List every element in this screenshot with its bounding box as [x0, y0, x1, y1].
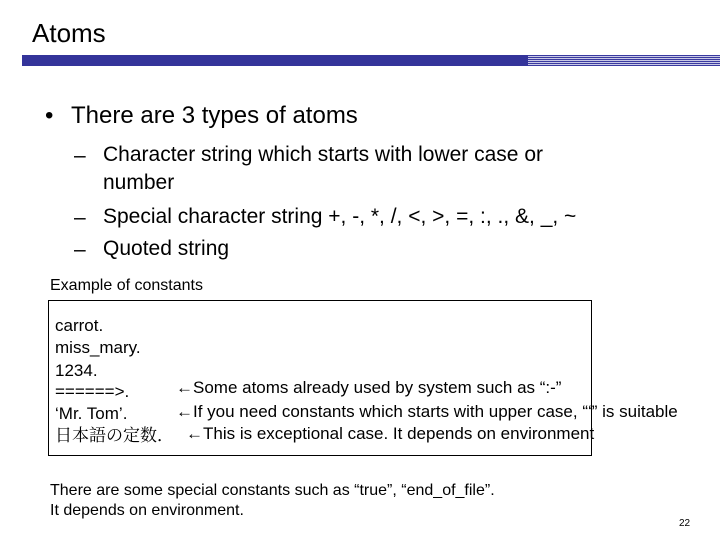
dash-marker: –	[74, 144, 86, 167]
note-upper-case: ←If you need constants which starts with upper case, “‘” is suitable	[176, 402, 678, 421]
dash-marker: –	[74, 238, 86, 261]
code-line: ======>.	[55, 382, 130, 401]
code-line: 日本語の定数．	[55, 426, 174, 445]
slide-title: Atoms	[32, 18, 106, 48]
footer-text: It depends on environment.	[50, 502, 244, 519]
sub-item-character-string: Character string which starts with lower case or	[103, 143, 543, 166]
code-line: 1234.	[55, 361, 98, 380]
sub-item-quoted-string: Quoted string	[103, 237, 230, 260]
dash-marker: –	[74, 206, 86, 229]
page-number: 22	[679, 518, 691, 529]
title-underline-hatch	[528, 55, 720, 66]
code-line: carrot.	[55, 316, 104, 335]
sub-item-character-string-cont: number	[103, 171, 175, 194]
sub-item-special-string: Special character string +, -, *, /, <, >, =, :, ., &, _, ~	[103, 205, 577, 228]
title-underline-bar	[22, 55, 528, 66]
footer-text: There are some special constants such as “true”, “end_of_file”.	[50, 482, 495, 499]
note-exceptional: ←This is exceptional case. It depends on environment	[186, 424, 595, 443]
example-caption: Example of constants	[50, 277, 203, 294]
bullet-text: There are 3 types of atoms	[71, 102, 358, 129]
code-line: ‘Mr. Tom’.	[55, 404, 128, 423]
bullet-marker: •	[45, 102, 54, 129]
code-line: miss_mary.	[55, 338, 141, 357]
note-system-atoms: ←Some atoms already used by system such as “:-”	[176, 378, 562, 397]
